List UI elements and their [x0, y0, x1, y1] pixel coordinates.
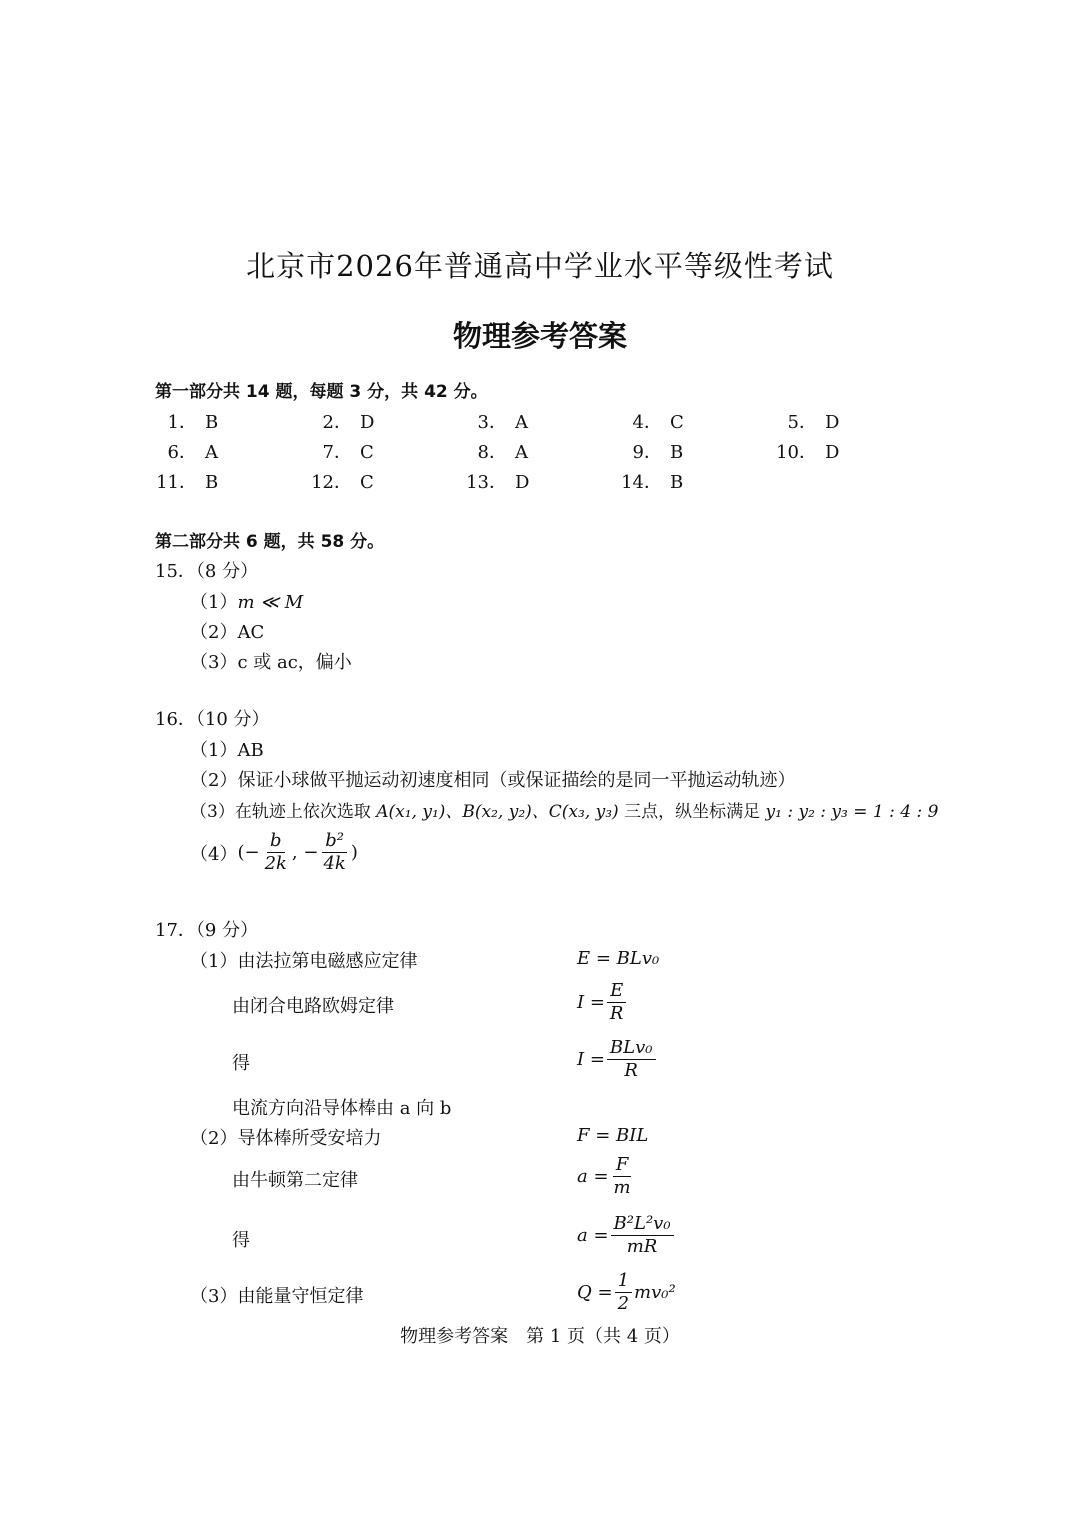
answer-value: C [360, 442, 374, 463]
answer-value: B [670, 442, 684, 463]
q17-r2-eq: I = $\frac{E}{R}$ [577, 980, 628, 1025]
answer-item [620, 408, 684, 434]
answer-item [155, 408, 218, 434]
answer-item [465, 408, 528, 434]
q16-a3-ratio: y₁ : y₂ : y₃ = 1 : 4 : 9 [765, 802, 939, 822]
answer-value: A [205, 442, 218, 463]
q15-answer-2: （2）AC [190, 622, 265, 643]
answer-number: 12． [311, 472, 352, 493]
page-title: 北京市2026年普通高中学业水平等级性考试 [246, 249, 834, 283]
q17-r1-eq: E = BLv₀ [577, 948, 660, 969]
answer-number: 3． [477, 412, 507, 433]
answer-value: B [205, 472, 219, 493]
answer-number: 8． [477, 442, 507, 463]
answer-item [310, 408, 374, 434]
q15-a1-math: m ≪ M [237, 592, 304, 613]
answer-value: D [825, 442, 840, 463]
answer-number: 7． [322, 442, 352, 463]
q16-a4-frac2: $\frac{\text{b²}}{4k}$ [323, 830, 346, 874]
q17-r5-label: （2）导体棒所受安培力 [190, 1128, 382, 1149]
answer-number: 10． [776, 442, 817, 463]
page-footer: 物理参考答案 第 1 页（共 4 页） [400, 1326, 680, 1347]
answer-number: 2． [322, 412, 352, 433]
q16-answer-2: （2）保证小球做平抛运动初速度相同（或保证描绘的是同一平抛运动轨迹） [190, 770, 796, 791]
q17-r1-label: （1）由法拉第电磁感应定律 [190, 951, 418, 972]
answer-value: D [825, 412, 840, 433]
q17-r7-label: 得 [232, 1230, 250, 1251]
answer-number: 11． [156, 472, 197, 493]
q16-a4-label: （4） [190, 843, 238, 865]
q16-a3-points: A(x₁, y₁)、B(x₂, y₂)、C(x₃, y₃) [376, 802, 619, 822]
q16-answer-3 [190, 797, 938, 822]
q15-answer-3: （3）c 或 ac，偏小 [190, 652, 352, 673]
q17-r3-label: 得 [232, 1053, 250, 1074]
part2-heading: 第二部分共 6 题，共 58 分。 [155, 532, 385, 552]
answer-item [620, 438, 683, 464]
q17-r3-eq: I = $\frac{\text{BLv₀}}{R}$ [577, 1037, 658, 1082]
q17-header: 17．（9 分） [155, 920, 259, 941]
q17-r2-label: 由闭合电路欧姆定律 [232, 996, 394, 1017]
answer-number: 4． [632, 412, 662, 433]
answer-value: B [205, 412, 219, 433]
q16-a3-suffix: 三点，纵坐标满足 [624, 802, 761, 822]
answer-item [620, 468, 683, 494]
q16-answer-4: （4） (− $\frac{b}{2k}$ , − $\frac{\text{b²}}{4k}$ ) [190, 830, 358, 874]
q17-r8-eq: Q = $\frac{1}{2}$ mv₀² [577, 1270, 676, 1314]
answer-item [155, 468, 218, 494]
q17-r4-label: 电流方向沿导体棒由 a 向 b [232, 1098, 452, 1119]
page-subtitle: 物理参考答案 [452, 319, 627, 353]
q16-answer-1: （1）AB [190, 740, 264, 761]
answer-item [465, 468, 529, 494]
q17-r8-label: （3）由能量守恒定律 [190, 1286, 364, 1307]
answer-number: 9． [632, 442, 662, 463]
q17-r6-eq: a = $\frac{F}{m}$ [577, 1154, 631, 1198]
answer-number: 1． [167, 412, 197, 433]
answer-value: B [670, 472, 684, 493]
q15-a1-label: （1） [190, 592, 238, 613]
answer-value: D [515, 472, 530, 493]
q16-a3-label: （3）在轨迹上依次选取 [190, 802, 371, 822]
answer-item [775, 438, 839, 464]
answer-value: D [360, 412, 375, 433]
answer-value: A [515, 412, 528, 433]
answer-item [155, 438, 218, 464]
answer-value: C [670, 412, 684, 433]
answer-value: A [515, 442, 528, 463]
answer-item [310, 438, 374, 464]
q17-r6-label: 由牛顿第二定律 [232, 1170, 358, 1191]
q16-header: 16．（10 分） [155, 709, 270, 730]
answer-number: 14． [621, 472, 662, 493]
q15-header: 15．（8 分） [155, 561, 259, 582]
answer-number: 5． [787, 412, 817, 433]
q17-r7-eq: a = $\frac{\text{B²L²v₀}}{mR}$ [577, 1213, 676, 1258]
q16-a4-frac1: $\frac{b}{2k}$ [264, 830, 287, 874]
answer-number: 6． [167, 442, 197, 463]
part1-heading: 第一部分共 14 题，每题 3 分，共 42 分。 [155, 382, 488, 402]
answer-value: C [360, 472, 374, 493]
answer-item [775, 408, 839, 434]
answer-item [465, 438, 528, 464]
answer-number: 13． [466, 472, 507, 493]
q17-r5-eq: F = BIL [577, 1125, 649, 1146]
answer-item [310, 468, 374, 494]
q15-answer-1 [190, 588, 303, 614]
